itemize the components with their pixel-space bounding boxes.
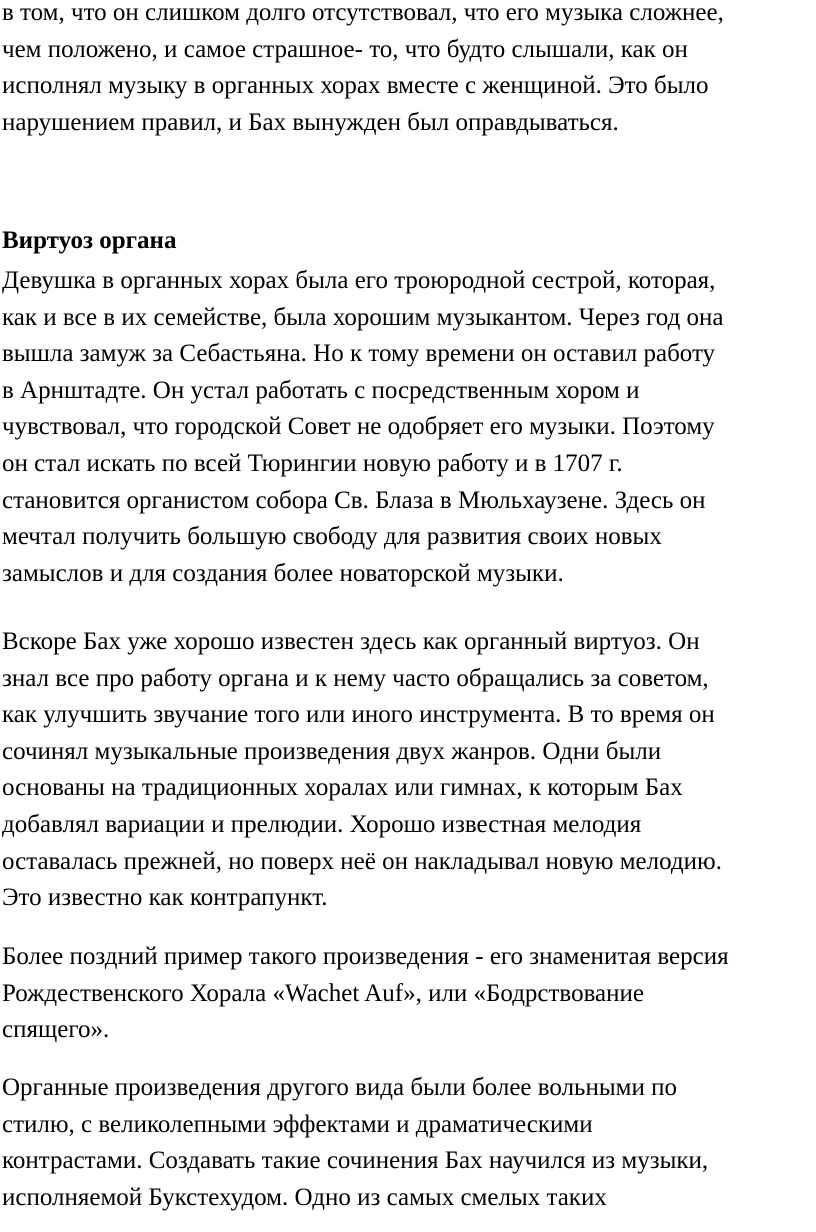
- text-line: Девушка в органных хорах была его троюродной сестрой, которая,: [2, 267, 716, 294]
- text-line: вышла замуж за Себастьяна. Но к тому времени он оставил работу: [2, 340, 716, 368]
- text-line: исполнял музыку в органных хорах вместе с женщиной. Это было: [2, 72, 709, 100]
- text-line: основаны на традиционных хоралах или гимнах, к которым Бах: [2, 774, 683, 802]
- text-line: нарушением правил, и Бах вынужден был оправдываться.: [2, 108, 619, 136]
- paragraph-cousin: [2, 263, 816, 592]
- text-line: в Арнштадте. Он устал работать с посредственным хором и: [2, 376, 640, 404]
- text-line: исполняемой Букстехудом. Одно из самых смелых таких: [2, 1183, 607, 1211]
- text-line: спящего».: [2, 1016, 110, 1044]
- text-line: Рождественского Хорала «Wachet Auf», или «Бодрствование: [2, 979, 644, 1007]
- text-line: в том, что он слишком долго отсутствовал, что его музыка сложнее,: [2, 0, 724, 26]
- text-line: как улучшить звучание того или иного инструмента. В то время он: [2, 701, 715, 729]
- text-line: мечтал получить большую свободу для развития своих новых: [2, 523, 662, 551]
- text-line: знал все про работу органа и к нему часто обращались за советом,: [2, 664, 709, 692]
- text-line: добавлял вариации и прелюдии. Хорошо известная мелодия: [2, 810, 642, 838]
- section-heading: [2, 223, 816, 260]
- text-line: оставалась прежней, но поверх неё он накладывал новую мелодию.: [2, 847, 722, 875]
- text-line: стилю, с великолепными эффектами и драматическими: [2, 1110, 593, 1138]
- text-line: чувствовал, что городской Совет не одобряет его музыки. Поэтому: [2, 413, 715, 441]
- text-line: Это известно как контрапункт.: [2, 884, 328, 912]
- heading-text: Виртуоз органа: [2, 227, 177, 254]
- paragraph-organ-works: [2, 1070, 816, 1216]
- paragraph-virtuoso: [2, 624, 816, 917]
- paragraph-chorale: [2, 939, 816, 1049]
- text-line: сочинял музыкальные произведения двух жанров. Одни были: [2, 737, 662, 765]
- text-line: чем положено, и самое страшное- то, что будто слышали, как он: [2, 35, 688, 63]
- text-line: он стал искать по всей Тюрингии новую работу и в 1707 г.: [2, 449, 623, 477]
- text-line: замыслов и для создания более новаторской музыки.: [2, 559, 564, 587]
- text-line: Органные произведения другого вида были более вольными по: [2, 1074, 677, 1101]
- text-line: как и все в их семействе, была хорошим музыкантом. Через год она: [2, 303, 724, 331]
- text-line: Вскоре Бах уже хорошо известен здесь как органный виртуоз. Он: [2, 628, 700, 655]
- text-line: становится органистом собора Св. Блаза в Мюльхаузене. Здесь он: [2, 486, 706, 514]
- text-line: Более поздний пример такого произведения - его знаменитая версия: [2, 943, 729, 970]
- text-line: контрастами. Создавать такие сочинения Бах научился из музыки,: [2, 1147, 709, 1175]
- paragraph-intro: [2, 0, 816, 141]
